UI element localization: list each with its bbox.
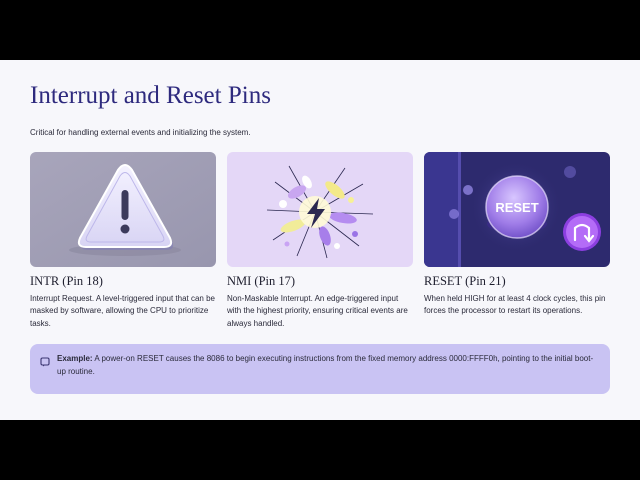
card-reset-description: When held HIGH for at least 4 clock cycles, this pin forces the processor to restart its operations. xyxy=(424,294,606,316)
reset-button-label: RESET xyxy=(495,200,539,215)
callout-text xyxy=(57,353,602,379)
card-intr-title: INTR (Pin 18) xyxy=(30,274,103,288)
card-nmi-image xyxy=(227,152,413,267)
card-intr xyxy=(30,152,216,330)
card-intr-description: Interrupt Request. A level-triggered input that can be masked by software, allowing the CPU to prioritize tasks. xyxy=(30,294,216,328)
page-subtitle: Critical for handling external events and initializing the system. xyxy=(30,128,251,137)
page-title: Interrupt and Reset Pins xyxy=(30,82,271,109)
warning-triangle-icon xyxy=(30,152,216,267)
callout-body: A power-on RESET causes the 8086 to begin executing instructions from the fixed memory address 0000:FFFF0h, pointing to the initial boot-up routine. xyxy=(57,354,594,376)
card-nmi-title: NMI (Pin 17) xyxy=(227,274,296,288)
card-nmi-description: Non-Maskable Interrupt. An edge-triggered input with the highest priority, ensuring critical events are always handled. xyxy=(227,294,408,328)
example-callout xyxy=(30,344,610,394)
reset-button-icon xyxy=(424,152,610,267)
card-reset-title: RESET (Pin 21) xyxy=(424,274,506,288)
card-reset xyxy=(424,152,610,318)
card-reset-image xyxy=(424,152,610,267)
note-icon xyxy=(40,357,50,367)
card-nmi xyxy=(227,152,413,330)
card-intr-image xyxy=(30,152,216,267)
slide xyxy=(0,60,640,420)
lightning-burst-icon xyxy=(227,152,413,267)
callout-label: Example: xyxy=(57,354,93,363)
